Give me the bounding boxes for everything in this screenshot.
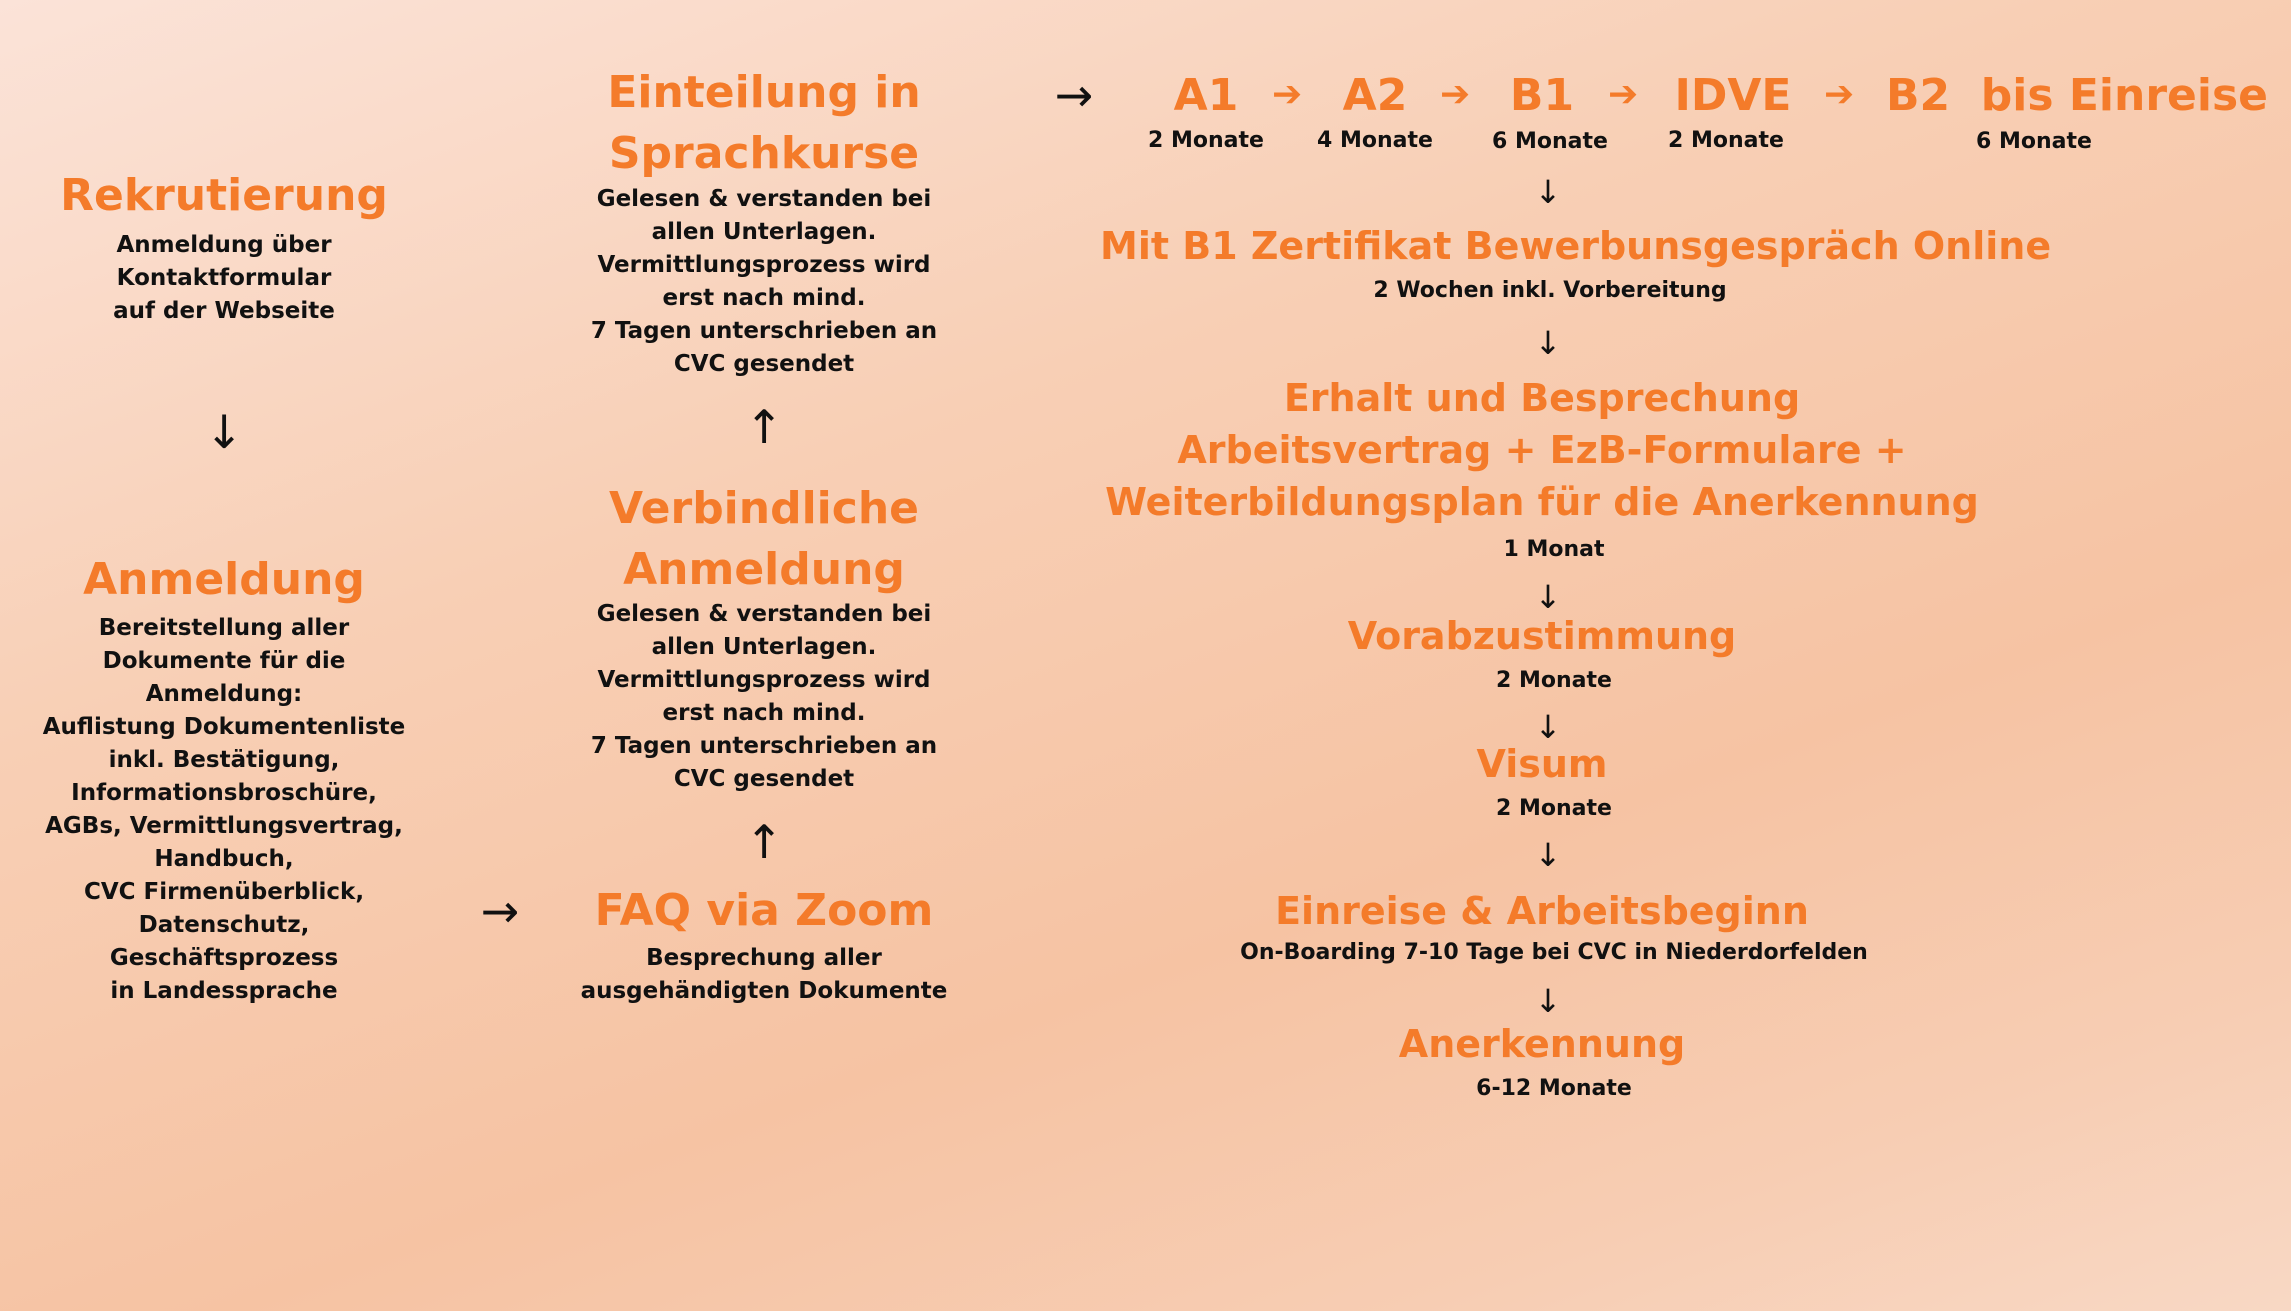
level-a1: A1: [1173, 70, 1239, 121]
level-a2-duration: 4 Monate: [1317, 128, 1433, 153]
anmeldung-title: Anmeldung: [83, 554, 365, 605]
down-arrow-icon: ↓: [1534, 982, 1562, 1020]
down-arrow-icon: ↓: [1534, 708, 1562, 746]
level-b1-duration: 6 Monate: [1492, 129, 1608, 154]
level-b1: B1: [1509, 70, 1575, 121]
faq-text: Besprechung aller ausgehändigten Dokumente: [580, 945, 948, 1004]
visum-title: Visum: [1476, 742, 1608, 786]
anmeldung-text: Bereitstellung aller Dokumente für die Anmeldung: Auflistung Dokumentenliste inkl. Bestätigung, Informationsbroschüre, AGBs, Vermittlungsvertrag, Handbuch, CVC Firmenüberblick, Datenschutz, Geschäftsprozess in Landessprache: [42, 615, 406, 1004]
level-idve: IDVE: [1674, 70, 1792, 121]
down-arrow-icon: ↓: [1534, 836, 1562, 874]
right-arrow-icon: ➔: [1824, 74, 1855, 115]
level-b2-duration: 6 Monate: [1976, 129, 2092, 154]
down-arrow-icon: ↓: [1534, 173, 1562, 211]
anerkennung-text: 6-12 Monate: [1476, 1076, 1632, 1101]
faq-title: FAQ via Zoom: [594, 885, 934, 936]
vertrag-title: Erhalt und Besprechung Arbeitsvertrag + EzB-Formulare + Weiterbildungsplan für die Anerkennung: [1105, 376, 1979, 524]
down-arrow-icon: ↓: [204, 405, 244, 459]
verbindliche-anmeldung-title: Verbindliche Anmeldung: [609, 483, 919, 595]
right-arrow-icon: ➔: [1272, 74, 1303, 115]
level-b2: B2 bis Einreise: [1886, 70, 2268, 121]
down-arrow-icon: ↓: [1534, 324, 1562, 362]
bewerbung-text: 2 Wochen inkl. Vorbereitung: [1373, 278, 1727, 303]
vorabzustimmung-text: 2 Monate: [1496, 668, 1612, 693]
up-arrow-icon: ↑: [744, 815, 784, 869]
vorabzustimmung-title: Vorabzustimmung: [1347, 614, 1737, 658]
vertrag-text: 1 Monat: [1503, 537, 1605, 562]
right-arrow-icon: →: [480, 884, 520, 938]
einreise-title: Einreise & Arbeitsbeginn: [1275, 889, 1809, 933]
anerkennung-title: Anerkennung: [1398, 1022, 1686, 1066]
level-a1-duration: 2 Monate: [1148, 128, 1264, 153]
einteilung-title: Einteilung in Sprachkurse: [607, 67, 921, 179]
rekrutierung-title: Rekrutierung: [60, 170, 388, 221]
right-arrow-icon: ➔: [1608, 74, 1639, 115]
visum-text: 2 Monate: [1496, 796, 1612, 821]
einteilung-text: Gelesen & verstanden bei allen Unterlagen. Vermittlungsprozess wird erst nach mind. 7 Tagen unterschrieben an CVC gesendet: [590, 186, 938, 377]
verbindliche-anmeldung-text: Gelesen & verstanden bei allen Unterlagen. Vermittlungsprozess wird erst nach mind. 7 Tagen unterschrieben an CVC gesendet: [590, 601, 938, 792]
right-arrow-icon: ➔: [1440, 74, 1471, 115]
rekrutierung-text: Anmeldung über Kontaktformular auf der Webseite: [113, 232, 335, 324]
up-arrow-icon: ↑: [744, 400, 784, 454]
bewerbung-title: Mit B1 Zertifikat Bewerbunsgespräch Online: [1100, 224, 2052, 268]
level-idve-duration: 2 Monate: [1668, 128, 1784, 153]
einreise-text: On-Boarding 7-10 Tage bei CVC in Niederdorfelden: [1240, 940, 1868, 965]
right-arrow-icon: →: [1054, 68, 1094, 122]
down-arrow-icon: ↓: [1534, 578, 1562, 616]
level-a2: A2: [1342, 70, 1408, 121]
